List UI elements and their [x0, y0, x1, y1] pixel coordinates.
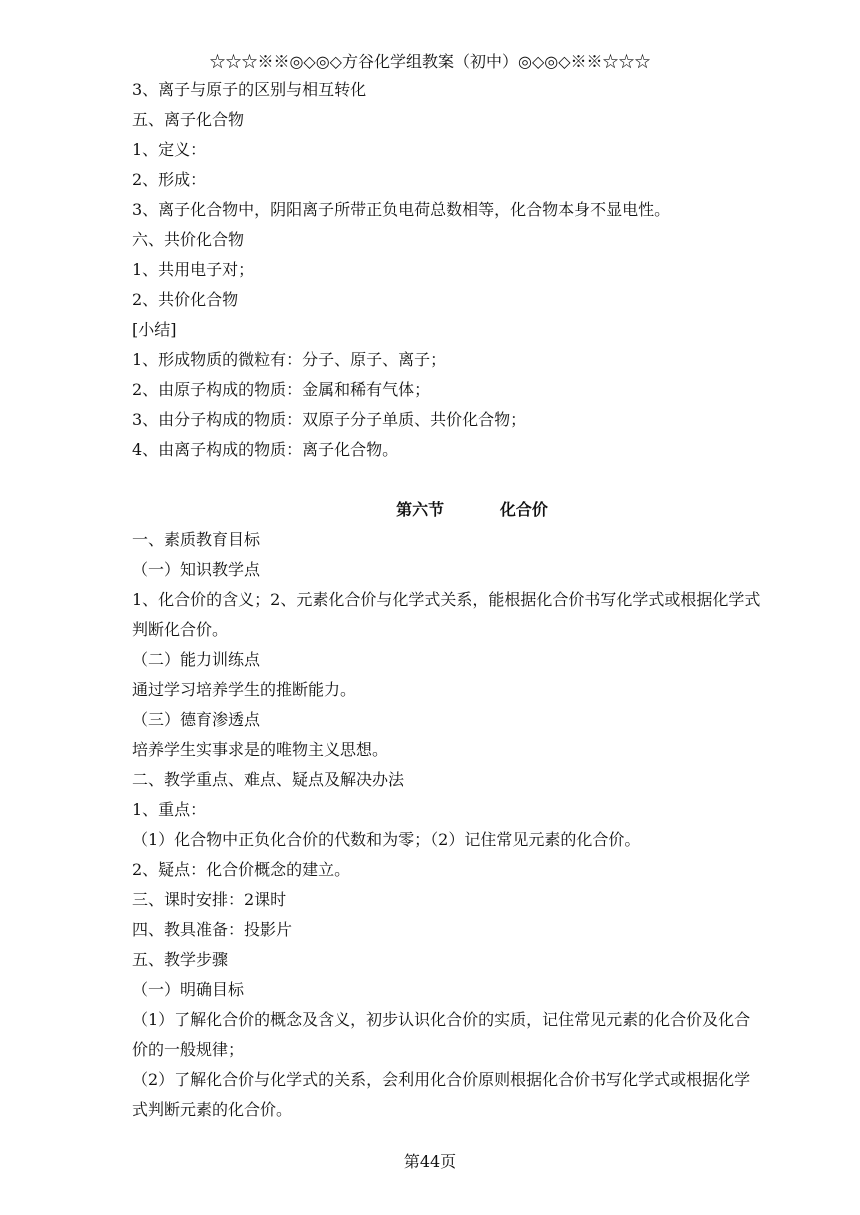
text-line: 培养学生实事求是的唯物主义思想。 — [132, 740, 389, 759]
section-name: 化合价 — [499, 500, 548, 519]
text-line: （一）明确目标 — [132, 980, 245, 999]
text-line: 2、共价化合物 — [132, 290, 239, 309]
text-line: 1、定义： — [132, 140, 207, 159]
text-line: （二）能力训练点 — [132, 650, 261, 669]
text-line: 1、重点： — [132, 800, 207, 819]
heading-ionic-compound: 五、离子化合物 — [132, 110, 245, 129]
top-section — [132, 75, 812, 465]
text-line: （1）了解化合价的概念及含义，初步认识化合价的实质，记住常见元素的化合价及化合 — [132, 1010, 751, 1029]
text-line: 2、由原子构成的物质：金属和稀有气体； — [132, 380, 431, 399]
heading-steps: 五、教学步骤 — [132, 950, 229, 969]
text-line: 3、离子与原子的区别与相互转化 — [132, 80, 367, 99]
page-number: 第44页 — [403, 1152, 457, 1171]
page-header: ☆☆☆※※◎◇◎◇方谷化学组教案（初中）◎◇◎◇※※☆☆☆ — [209, 52, 651, 71]
text-line: （一）知识教学点 — [132, 560, 261, 579]
text-line: （1）化合物中正负化合价的代数和为零；（2）记住常见元素的化合价。 — [132, 830, 641, 849]
text-line: 2、疑点：化合价概念的建立。 — [132, 860, 351, 879]
heading-goals: 一、素质教育目标 — [132, 530, 261, 549]
heading-covalent-compound: 六、共价化合物 — [132, 230, 245, 249]
text-line: 1、形成物质的微粒有：分子、原子、离子； — [132, 350, 447, 369]
page-content — [132, 75, 812, 1125]
text-line: （2）了解化合价与化学式的关系，会利用化合价原则根据化合价书写化学式或根据化学 — [132, 1070, 751, 1089]
summary-heading: [小结] — [132, 320, 177, 339]
text-line: 判断化合价。 — [132, 620, 229, 639]
text-line: （三）德育渗透点 — [132, 710, 261, 729]
heading-materials: 四、教具准备：投影片 — [132, 920, 293, 939]
heading-key-points: 二、教学重点、难点、疑点及解决办法 — [132, 770, 405, 789]
section-number: 第六节 — [396, 500, 445, 519]
text-line: 1、化合价的含义；2、元素化合价与化学式关系，能根据化合价书写化学式或根据化学式 — [132, 590, 761, 609]
text-line: 1、共用电子对； — [132, 260, 255, 279]
text-line: 3、由分子构成的物质：双原子分子单质、共价化合物； — [132, 410, 527, 429]
text-line: 价的一般规律； — [132, 1040, 245, 1059]
text-line: 3、离子化合物中，阴阳离子所带正负电荷总数相等，化合物本身不显电性。 — [132, 200, 671, 219]
section-title — [132, 495, 812, 525]
text-line: 通过学习培养学生的推断能力。 — [132, 680, 357, 699]
text-line: 式判断元素的化合价。 — [132, 1100, 293, 1119]
section-body — [132, 525, 812, 1125]
text-line: 4、由离子构成的物质：离子化合物。 — [132, 440, 399, 459]
text-line: 2、形成： — [132, 170, 207, 189]
spacer — [132, 465, 812, 495]
heading-schedule: 三、课时安排：2课时 — [132, 890, 287, 909]
